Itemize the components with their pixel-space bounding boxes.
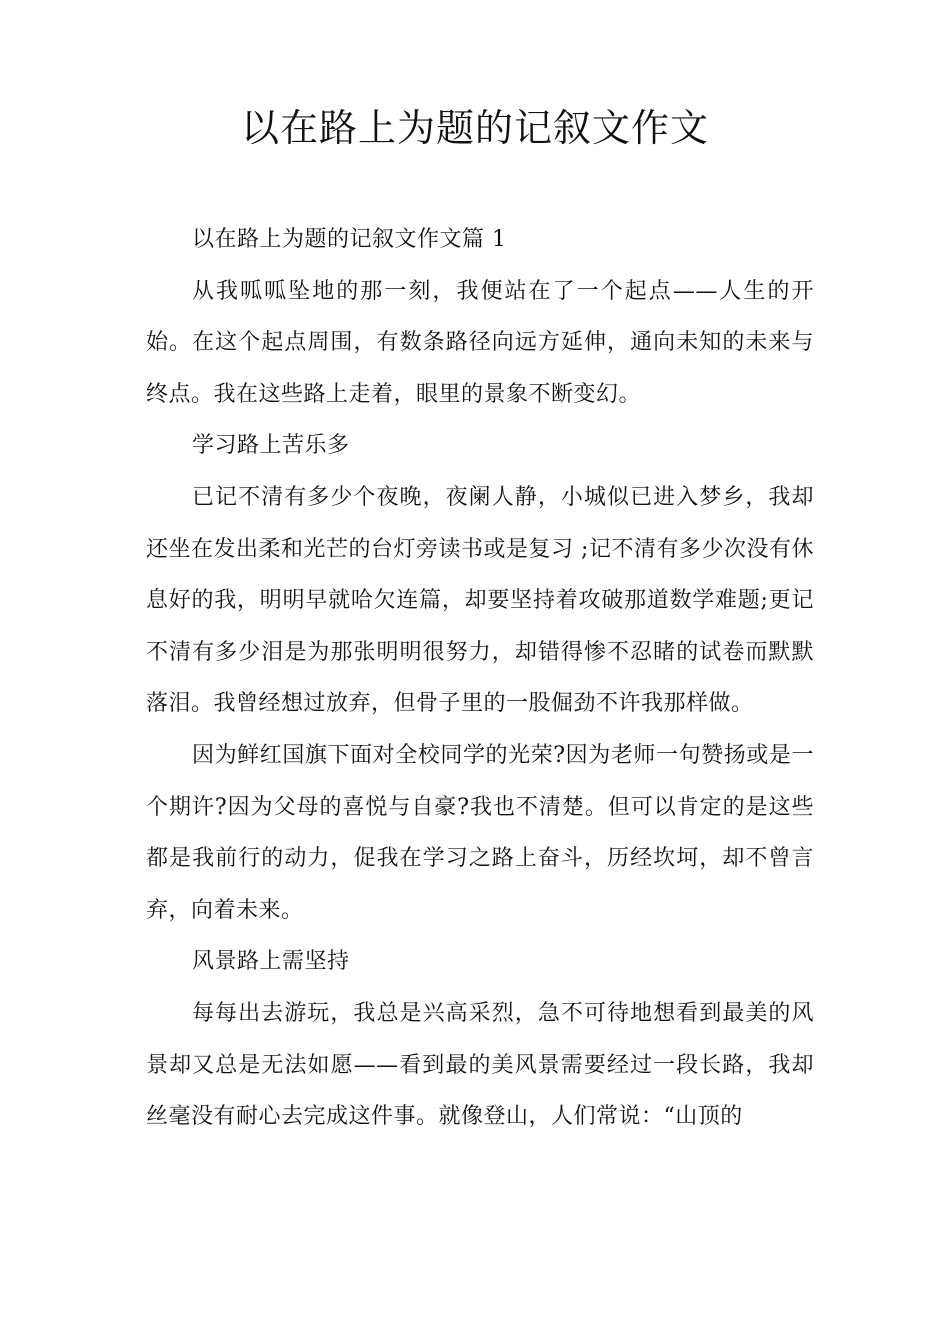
document-body — [146, 214, 814, 1143]
paragraph-study-nights: 已记不清有多少个夜晚，夜阑人静，小城似已进入梦乡，我却还坐在发出柔和光芒的台灯旁读书或是复习 ;记不清有多少次没有休息好的我，明明早就哈欠连篇，却要坚持着攻破那道数学难题;更记不清有多少泪是为那张明明很努力，却错得惨不忍睹的试卷而默默落泪。我曾经想过放弃，但骨子里的一股倔劲不许我那样做。 — [146, 484, 814, 717]
paragraph-subheading-study: 学习路上苦乐多 — [192, 433, 350, 459]
paragraph-subheading-scenery: 风景路上需坚持 — [192, 949, 350, 975]
paragraph-section-heading: 以在路上为题的记叙文作文篇 1 — [192, 227, 507, 252]
paragraph-scenery: 每每出去游玩，我总是兴高采烈，急不可待地想看到最美的风景却又总是无法如愿——看到最的美风景需要经过一段长路，我却丝毫没有耐心去完成这件事。就像登山，人们常说：“山顶的 — [146, 1000, 814, 1130]
paragraph-study-motivation: 因为鲜红国旗下面对全校同学的光荣?因为老师一句赞扬或是一个期许?因为父母的喜悦与自豪?我也不清楚。但可以肯定的是这些都是我前行的动力，促我在学习之路上奋斗，历经坎坷，却不曾言弃，向着未来。 — [146, 742, 814, 923]
paragraph-intro: 从我呱呱坠地的那一刻，我便站在了一个起点——人生的开始。在这个起点周围，有数条路径向远方延伸，通向未知的未来与终点。我在这些路上走着，眼里的景象不断变幻。 — [146, 278, 814, 407]
document-title: 以在路上为题的记叙文作文 — [240, 106, 709, 150]
